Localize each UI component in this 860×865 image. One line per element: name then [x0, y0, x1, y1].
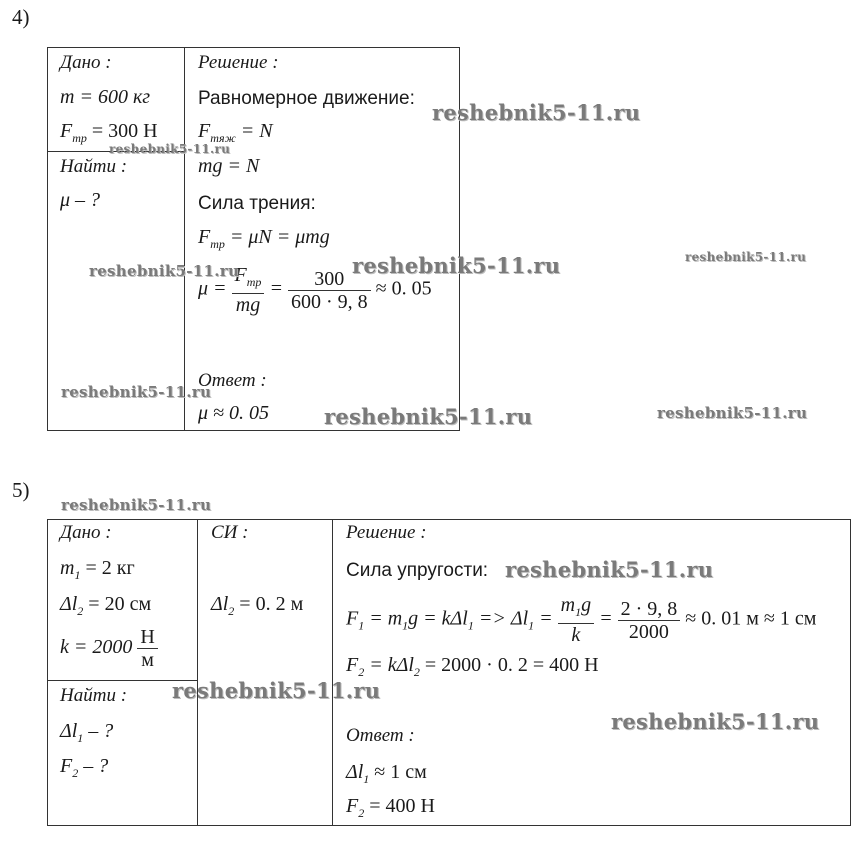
- p4-given-friction: $F_{тр} = 300$ Н: [60, 120, 158, 145]
- p4-solution-line1: Равномерное движение:: [198, 88, 415, 109]
- p5-given-mass: $m_1 = 2$ кг: [60, 557, 135, 582]
- problem-4-number: 4): [12, 5, 30, 29]
- p4-fraction-friction: $\frac{F_{тр}}{mg}$: [232, 264, 265, 316]
- watermark: reshebnik5-11.ru: [61, 383, 212, 401]
- table4-border-left: [47, 47, 48, 431]
- p4-solution-line5: $F_{тр} = \mu N = \mu mg$: [198, 226, 330, 251]
- p4-solution-header: Решение :: [198, 52, 279, 73]
- p4-given-header: Дано :: [60, 52, 112, 73]
- p4-answer-header: Ответ :: [198, 370, 267, 391]
- watermark: reshebnik5-11.ru: [109, 142, 231, 156]
- p5-find-extension: $\Delta l_1$ – ?: [60, 720, 114, 745]
- p5-unit-fraction: $\frac{Н}{м}$: [137, 626, 157, 671]
- p5-fraction-symbolic: $\frac{m_1g}{k}$: [558, 594, 594, 646]
- problem-5-number: 5): [12, 478, 30, 502]
- table5-border-left: [47, 519, 48, 826]
- p4-find-header: Найти :: [60, 156, 128, 177]
- p5-solution-line1: Сила упругости:: [346, 560, 489, 581]
- p4-answer: μ ≈ 0. 05: [198, 402, 270, 424]
- p5-find-header: Найти :: [60, 685, 128, 706]
- table5-border-right: [850, 519, 851, 826]
- table5-border-top: [47, 519, 851, 520]
- p4-fraction-numeric: $\frac{300}{600 \cdot 9, 8}$: [288, 268, 371, 313]
- p5-fraction-numeric: $\frac{2 \cdot 9, 8}{2000}$: [618, 598, 681, 643]
- p5-si-extension: $\Delta l_2 = 0$. 2 м: [211, 593, 304, 618]
- watermark: reshebnik5-11.ru: [685, 250, 807, 264]
- table5-divider-si: [197, 519, 198, 826]
- p5-solution-force: $F_2 = k\Delta l_2 = 2000 \cdot 0$. 2 = 400 Н: [346, 654, 599, 679]
- watermark: reshebnik5-11.ru: [611, 709, 820, 734]
- p5-answer-force: $F_2 = 400$ Н: [346, 795, 435, 820]
- watermark: reshebnik5-11.ru: [352, 253, 561, 278]
- watermark: reshebnik5-11.ru: [89, 262, 240, 280]
- p5-given-header: Дано :: [60, 522, 112, 543]
- watermark: reshebnik5-11.ru: [172, 678, 381, 703]
- p5-si-header: СИ :: [211, 522, 249, 543]
- table5-border-bottom: [47, 825, 851, 826]
- watermark: reshebnik5-11.ru: [505, 557, 714, 582]
- p5-find-force: $F_2$ – ?: [60, 755, 109, 780]
- p4-solution-line3: mg = N: [198, 155, 260, 177]
- table5-divider-solution: [332, 519, 333, 826]
- p5-given-extension: $\Delta l_2 = 20$ см: [60, 593, 152, 618]
- p5-answer-extension: $\Delta l_1 \approx 1$ см: [346, 761, 427, 786]
- p5-given-stiffness: k = 2000 $\frac{Н}{м}$: [60, 626, 158, 671]
- watermark: reshebnik5-11.ru: [432, 100, 641, 125]
- p5-solution-header: Решение :: [346, 522, 427, 543]
- p4-solution-line2: $F_{тяж} = N$: [198, 120, 273, 145]
- table4-divider-vertical: [184, 47, 185, 431]
- watermark: reshebnik5-11.ru: [657, 404, 808, 422]
- p4-given-mass: m = 600 кг: [60, 86, 151, 108]
- watermark: reshebnik5-11.ru: [61, 496, 212, 514]
- p4-solution-line4: Сила трения:: [198, 193, 316, 214]
- p4-solution-formula: μ = $\frac{F_{тр}}{mg}$ = $\frac{300}{600 \cdot 9, 8}$ ≈ 0. 05: [198, 264, 432, 316]
- table4-border-top: [47, 47, 460, 48]
- watermark: reshebnik5-11.ru: [324, 404, 533, 429]
- p4-find-mu: μ – ?: [60, 189, 101, 211]
- p5-answer-header: Ответ :: [346, 725, 415, 746]
- table4-border-bottom: [47, 430, 460, 431]
- p5-solution-formula: $F_1 = m_1g = k\Delta l_1 => \Delta l_1$ = $\frac{m_1g}{k}$ = $\frac{2 \cdot 9, 8}{2000}$ ≈ 0. 01 м ≈ 1 см: [346, 594, 817, 646]
